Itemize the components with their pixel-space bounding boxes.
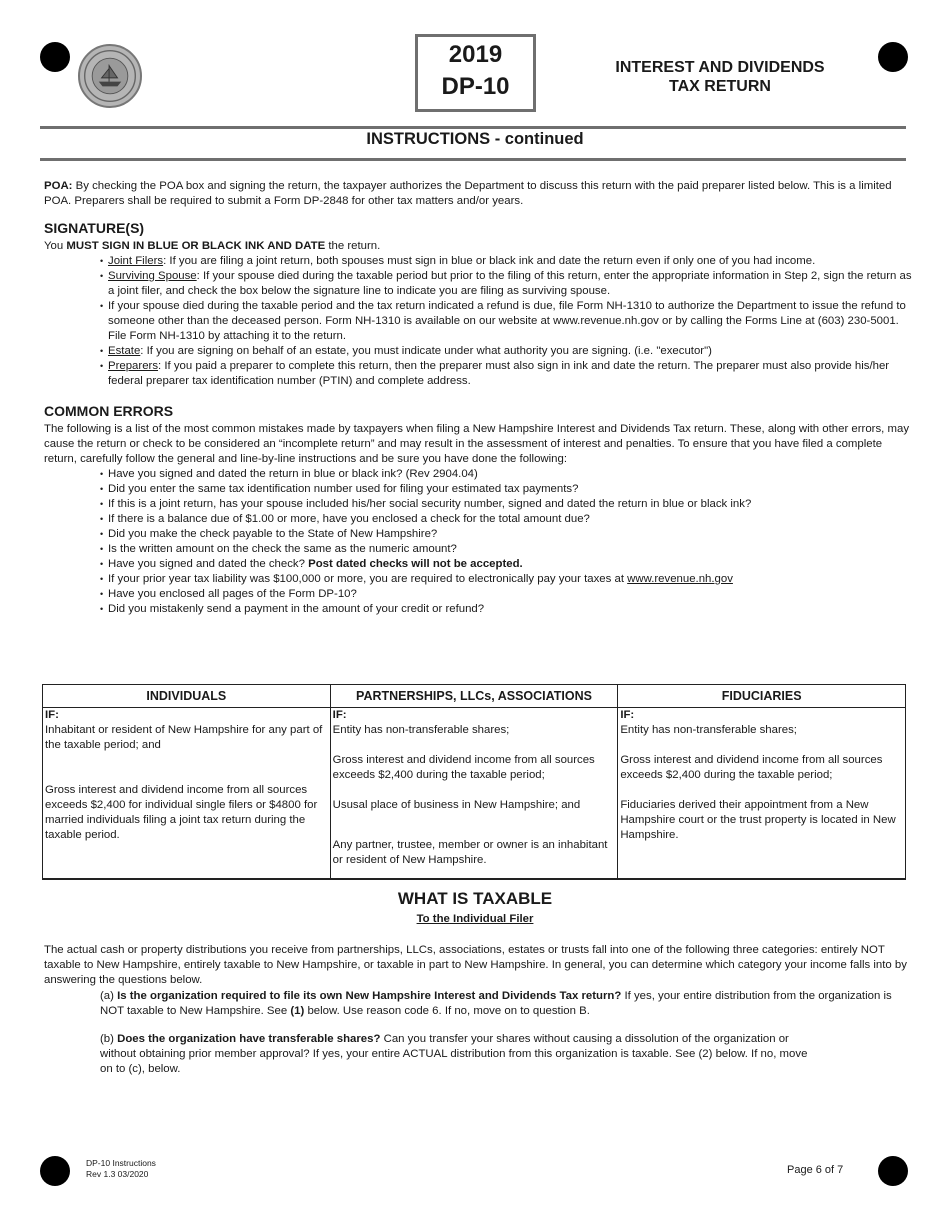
form-number: DP-10 xyxy=(441,73,510,100)
question-b: (b) Does the organization have transferable shares? Can you transfer your shares without causing a dissolution of the organization or without obtaining prior member approval? If yes, your entire ACTUAL distribution from this organization is taxable. See (2) below. If no, move on to (c), below. xyxy=(100,1033,808,1075)
question-a: (a) Is the organization required to file its own New Hampshire Interest and Dividends Tax return? If yes, your entire distribution from the organization is NOT taxable to New Hampshire. See (1) below. Use reason code 6. If no, move on to question B. xyxy=(100,990,892,1017)
registration-mark-top-right xyxy=(878,42,908,72)
poa-label: POA: xyxy=(44,180,73,192)
list-item: • Did you enter the same tax identification number used for filing your estimated tax payments? xyxy=(100,482,912,497)
taxable-subheading: To the Individual Filer xyxy=(416,913,534,925)
list-item: • Did you make the check payable to the State of New Hampshire? xyxy=(100,527,912,542)
form-title: INTEREST AND DIVIDENDS TAX RETURN xyxy=(615,59,825,95)
signatures-list xyxy=(100,254,912,389)
list-item: • Joint Filers: If you are filing a joint return, both spouses must sign in blue or black ink and date the return even if only one of you had income. xyxy=(100,254,912,269)
signatures-heading: SIGNATURE(S) xyxy=(44,220,145,236)
list-item: • If your spouse died during the taxable period and the tax return indicated a refund is due, file Form NH-1310 to authorize the Department to issue the refund to someone other than the deceased person. Form NH-1310 is available on our website at www.revenue.nh.gov or by calling the Forms Line at (603) 230-5001. File Form NH-1310 by attaching it to the return. xyxy=(100,299,912,344)
poa-text: By checking the POA box and signing the return, the taxpayer authorizes the Department to discuss this return with the paid preparer listed below. This is a limited POA. Preparers shall be required to submit a Form DP-2848 for other tax matters and/or years. xyxy=(44,180,892,207)
taxable-heading: WHAT IS TAXABLE xyxy=(397,889,553,908)
table-row xyxy=(43,708,906,880)
signatures-intro: You MUST SIGN IN BLUE OR BLACK INK AND DATE the return. xyxy=(44,240,381,252)
list-item: • If this is a joint return, has your spouse included his/her social security number, signed and dated the return in blue or black ink? xyxy=(100,497,912,512)
table-header-row xyxy=(43,685,906,708)
list-item: • Estate: If you are signing on behalf of an estate, you must indicate under what authority you are signing. (i.e. "executor") xyxy=(100,344,912,359)
list-item: • If your prior year tax liability was $100,000 or more, you are required to electronically pay your taxes at www.revenue.nh.gov xyxy=(100,572,912,587)
form-year: 2019 xyxy=(448,41,503,68)
footer-doc-info: DP-10 Instructions Rev 1.3 03/2020 xyxy=(86,1158,156,1179)
poa-paragraph xyxy=(44,179,910,209)
partnerships-cell: IF: Entity has non-transferable shares; Gross interest and dividend income from all sources exceeds $2,400 during the taxable period; Ususal place of business in New Hampshire; and Any partner, trustee, member or owner is an inhabitant or resident of New Hampshire. xyxy=(330,708,618,880)
common-errors-intro: The following is a list of the most common mistakes made by taxpayers when filing a New Hampshire Interest and Dividends Tax return. These, along with other errors, may cause the return or check to be considered an “incomplete return” and may result in the assessment of interest and penalties. To ensure that you have filed a complete return, carefully follow the general and line-by-line instructions and be sure you have done the following: xyxy=(44,423,910,465)
section-title: INSTRUCTIONS - continued xyxy=(366,130,584,148)
list-item: • Did you mistakenly send a payment in the amount of your credit or refund? xyxy=(100,602,912,617)
column-header-partnerships: PARTNERSHIPS, LLCs, ASSOCIATIONS xyxy=(330,685,618,708)
common-errors-list xyxy=(100,467,912,617)
page-number: Page 6 of 7 xyxy=(787,1164,844,1176)
individuals-cell: IF: Inhabitant or resident of New Hampshire for any part of the taxable period; and Gross interest and dividend income from all sources exceeds $2,400 for individual single filers or $4800 for married individuals filing a joint tax return during the taxable period. xyxy=(43,708,331,880)
taxable-intro: The actual cash or property distributions you receive from partnerships, LLCs, associations, estates or trusts fall into one of the following three categories: entirely NOT taxable to New Hampshire, entirely taxable to New Hampshire, or taxable in part to New Hampshire. In general, you can determine which category your income falls into by answering the questions below. xyxy=(44,944,907,986)
top-divider xyxy=(40,126,906,129)
registration-mark-bottom-left xyxy=(40,1156,70,1186)
state-seal-logo xyxy=(78,44,142,108)
list-item: • If there is a balance due of $1.00 or more, have you enclosed a check for the total amount due? xyxy=(100,512,912,527)
form-id-box xyxy=(415,34,536,112)
list-item: • Preparers: If you paid a preparer to complete this return, then the preparer must also sign in ink and date the return. The preparer must also provide his/her federal preparer tax identification number (PTIN) and complete address. xyxy=(100,359,912,389)
revenue-website-link[interactable]: www.revenue.nh.gov xyxy=(627,573,733,585)
list-item: • Have you enclosed all pages of the Form DP-10? xyxy=(100,587,912,602)
column-header-fiduciaries: FIDUCIARIES xyxy=(618,685,906,708)
registration-mark-bottom-right xyxy=(878,1156,908,1186)
list-item: • Have you signed and dated the check? Post dated checks will not be accepted. xyxy=(100,557,912,572)
common-errors-heading: COMMON ERRORS xyxy=(44,403,174,419)
fiduciaries-cell: IF: Entity has non-transferable shares; Gross interest and dividend income from all sources exceeds $2,400 during the taxable period; Fiduciaries derived their appointment from a New Hampshire court or the trust property is located in New Hampshire. xyxy=(618,708,906,880)
column-header-individuals: INDIVIDUALS xyxy=(43,685,331,708)
list-item: • Have you signed and dated the return in blue or black ink? (Rev 2904.04) xyxy=(100,467,912,482)
bottom-divider xyxy=(40,158,906,161)
list-item: • Is the written amount on the check the same as the numeric amount? xyxy=(100,542,912,557)
list-item: • Surviving Spouse: If your spouse died during the taxable period but prior to the filing of this return, enter the appropriate information in Step 2, sign the return as a joint filer, and check the box below the signature line to indicate you are filing as surviving spouse. xyxy=(100,269,912,299)
registration-mark-top-left xyxy=(40,42,70,72)
filer-eligibility-table xyxy=(42,684,906,880)
